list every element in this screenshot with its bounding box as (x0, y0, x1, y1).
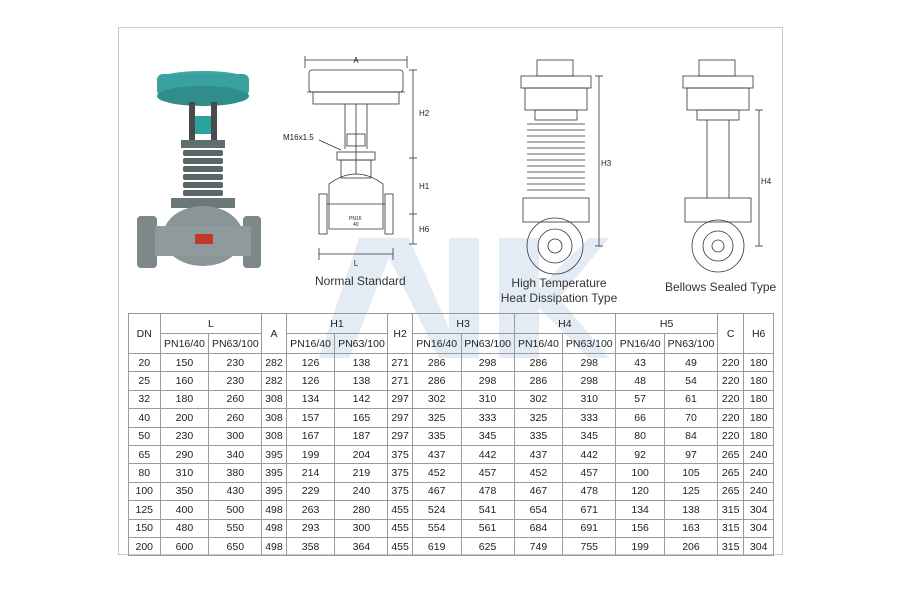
table-cell: 286 (412, 372, 461, 390)
col-h4-pn63: PN63/100 (563, 334, 616, 354)
table-cell: 625 (461, 537, 514, 555)
table-cell: 297 (388, 427, 412, 445)
col-h3: H3 (412, 314, 514, 334)
table-cell: 180 (744, 354, 774, 372)
table-cell: 430 (209, 482, 262, 500)
table-cell: 298 (563, 354, 616, 372)
table-cell: 240 (744, 464, 774, 482)
table-cell: 54 (665, 372, 718, 390)
table-cell: 263 (286, 501, 335, 519)
table-cell: 455 (388, 519, 412, 537)
table-cell: 165 (335, 409, 388, 427)
table-cell: 97 (665, 445, 718, 463)
table-cell: 240 (335, 482, 388, 500)
table-cell: 452 (514, 464, 563, 482)
table-cell: 500 (209, 501, 262, 519)
table-cell: 302 (514, 390, 563, 408)
table-cell: 298 (461, 372, 514, 390)
table-cell: 335 (514, 427, 563, 445)
table-cell: 199 (616, 537, 665, 555)
table-cell: 48 (616, 372, 665, 390)
col-h4: H4 (514, 314, 616, 334)
table-cell: 200 (129, 537, 161, 555)
table-cell: 304 (744, 501, 774, 519)
table-cell: 230 (209, 354, 262, 372)
table-cell: 671 (563, 501, 616, 519)
table-row (129, 409, 774, 427)
table-cell: 654 (514, 501, 563, 519)
table-cell: 437 (412, 445, 461, 463)
table-cell: 524 (412, 501, 461, 519)
thread-label: M16x1.5 (283, 133, 314, 142)
table-cell: 32 (129, 390, 161, 408)
table-cell: 80 (616, 427, 665, 445)
table-cell: 325 (412, 409, 461, 427)
table-cell: 297 (388, 409, 412, 427)
table-cell: 120 (616, 482, 665, 500)
table-cell: 600 (160, 537, 209, 555)
caption-bellows-sealed: Bellows Sealed Type (665, 280, 777, 294)
table-cell: 619 (412, 537, 461, 555)
table-cell: 300 (335, 519, 388, 537)
table-cell: 310 (160, 464, 209, 482)
table-cell: 298 (461, 354, 514, 372)
table-header-row (129, 314, 774, 334)
table-cell: 375 (388, 464, 412, 482)
table-cell: 541 (461, 501, 514, 519)
table-cell: 220 (717, 409, 743, 427)
table-cell: 134 (286, 390, 335, 408)
table-cell: 457 (563, 464, 616, 482)
table-cell: 308 (262, 427, 286, 445)
table-cell: 271 (388, 354, 412, 372)
table-cell: 442 (563, 445, 616, 463)
dim-h4-label: H4 (761, 177, 772, 186)
table-cell: 467 (514, 482, 563, 500)
bellows-sealed-drawing (667, 58, 777, 273)
table-cell: 561 (461, 519, 514, 537)
table-cell: 286 (514, 372, 563, 390)
table-subheader-row (129, 334, 774, 354)
table-cell: 219 (335, 464, 388, 482)
valve-photo (131, 58, 263, 273)
col-h5-pn16: PN16/40 (616, 334, 665, 354)
caption-high-temperature-line1: High Temperature (511, 276, 607, 290)
table-cell: 206 (665, 537, 718, 555)
table-cell: 286 (514, 354, 563, 372)
table-cell: 204 (335, 445, 388, 463)
table-cell: 125 (129, 501, 161, 519)
table-cell: 282 (262, 354, 286, 372)
table-cell: 240 (744, 445, 774, 463)
table-cell: 455 (388, 501, 412, 519)
table-cell: 66 (616, 409, 665, 427)
table-cell: 375 (388, 482, 412, 500)
table-cell: 150 (160, 354, 209, 372)
table-cell: 395 (262, 482, 286, 500)
table-cell: 297 (388, 390, 412, 408)
table-cell: 333 (461, 409, 514, 427)
dimension-table (128, 313, 774, 556)
table-cell: 755 (563, 537, 616, 555)
table-cell: 142 (335, 390, 388, 408)
table-cell: 230 (209, 372, 262, 390)
col-a: A (262, 314, 286, 354)
table-row (129, 519, 774, 537)
table-cell: 315 (717, 537, 743, 555)
table-cell: 70 (665, 409, 718, 427)
table-row (129, 537, 774, 555)
table-cell: 335 (412, 427, 461, 445)
table-cell: 167 (286, 427, 335, 445)
table-cell: 467 (412, 482, 461, 500)
size-marking: 40 (353, 222, 359, 228)
table-row (129, 390, 774, 408)
table-cell: 350 (160, 482, 209, 500)
table-cell: 57 (616, 390, 665, 408)
col-h1-pn16: PN16/40 (286, 334, 335, 354)
table-cell: 125 (665, 482, 718, 500)
table-row (129, 427, 774, 445)
table-cell: 310 (563, 390, 616, 408)
table-cell: 265 (717, 464, 743, 482)
col-l-pn63: PN63/100 (209, 334, 262, 354)
table-cell: 400 (160, 501, 209, 519)
normal-standard-drawing (279, 54, 429, 269)
table-cell: 180 (744, 390, 774, 408)
table-cell: 480 (160, 519, 209, 537)
table-cell: 200 (160, 409, 209, 427)
table-cell: 437 (514, 445, 563, 463)
table-cell: 380 (209, 464, 262, 482)
col-h1-pn63: PN63/100 (335, 334, 388, 354)
table-cell: 105 (665, 464, 718, 482)
table-row (129, 464, 774, 482)
table-cell: 650 (209, 537, 262, 555)
col-l-pn16: PN16/40 (160, 334, 209, 354)
caption-high-temperature-line2: Heat Dissipation Type (500, 291, 618, 305)
table-row (129, 372, 774, 390)
table-cell: 187 (335, 427, 388, 445)
table-cell: 271 (388, 372, 412, 390)
table-cell: 134 (616, 501, 665, 519)
table-cell: 358 (286, 537, 335, 555)
table-cell: 163 (665, 519, 718, 537)
table-cell: 80 (129, 464, 161, 482)
dim-h6-label: H6 (419, 225, 429, 234)
table-cell: 126 (286, 372, 335, 390)
table-cell: 260 (209, 409, 262, 427)
table-cell: 498 (262, 537, 286, 555)
table-cell: 61 (665, 390, 718, 408)
dim-h1-label: H1 (419, 182, 429, 191)
col-h6: H6 (744, 314, 774, 354)
table-cell: 138 (335, 354, 388, 372)
table-cell: 49 (665, 354, 718, 372)
table-cell: 315 (717, 501, 743, 519)
table-cell: 310 (461, 390, 514, 408)
caption-high-temperature (499, 276, 619, 306)
table-cell: 280 (335, 501, 388, 519)
dim-h2-label: H2 (419, 109, 429, 118)
caption-normal-standard: Normal Standard (315, 274, 406, 288)
table-cell: 395 (262, 445, 286, 463)
table-cell: 229 (286, 482, 335, 500)
table-cell: 180 (744, 409, 774, 427)
table-row (129, 445, 774, 463)
table-cell: 478 (563, 482, 616, 500)
table-cell: 498 (262, 501, 286, 519)
table-cell: 550 (209, 519, 262, 537)
table-cell: 302 (412, 390, 461, 408)
table-cell: 20 (129, 354, 161, 372)
table-cell: 308 (262, 390, 286, 408)
table-cell: 138 (335, 372, 388, 390)
table-cell: 65 (129, 445, 161, 463)
table-cell: 554 (412, 519, 461, 537)
col-h2: H2 (388, 314, 412, 354)
table-cell: 214 (286, 464, 335, 482)
col-c: C (717, 314, 743, 354)
table-cell: 498 (262, 519, 286, 537)
table-cell: 293 (286, 519, 335, 537)
table-cell: 160 (160, 372, 209, 390)
table-cell: 290 (160, 445, 209, 463)
col-l: L (160, 314, 262, 334)
col-h3-pn16: PN16/40 (412, 334, 461, 354)
table-cell: 300 (209, 427, 262, 445)
high-temperature-drawing (501, 58, 611, 278)
table-cell: 126 (286, 354, 335, 372)
table-cell: 333 (563, 409, 616, 427)
table-cell: 375 (388, 445, 412, 463)
table-body (129, 354, 774, 556)
table-cell: 315 (717, 519, 743, 537)
dim-h3-label: H3 (601, 159, 611, 168)
table-cell: 84 (665, 427, 718, 445)
table-cell: 180 (160, 390, 209, 408)
table-cell: 150 (129, 519, 161, 537)
pn-marking: PN16 (349, 216, 362, 222)
table-cell: 199 (286, 445, 335, 463)
table-cell: 304 (744, 537, 774, 555)
table-cell: 286 (412, 354, 461, 372)
table-row (129, 354, 774, 372)
table-cell: 478 (461, 482, 514, 500)
col-h5-pn63: PN63/100 (665, 334, 718, 354)
col-h4-pn16: PN16/40 (514, 334, 563, 354)
table-cell: 180 (744, 427, 774, 445)
table-cell: 180 (744, 372, 774, 390)
table-cell: 364 (335, 537, 388, 555)
table-cell: 442 (461, 445, 514, 463)
table-cell: 452 (412, 464, 461, 482)
col-dn: DN (129, 314, 161, 354)
col-h3-pn63: PN63/100 (461, 334, 514, 354)
table-cell: 220 (717, 354, 743, 372)
table-cell: 220 (717, 390, 743, 408)
table-cell: 457 (461, 464, 514, 482)
table-cell: 240 (744, 482, 774, 500)
spec-sheet (118, 27, 783, 555)
table-row (129, 501, 774, 519)
table-cell: 100 (129, 482, 161, 500)
table-cell: 138 (665, 501, 718, 519)
table-cell: 50 (129, 427, 161, 445)
table-cell: 340 (209, 445, 262, 463)
table-cell: 684 (514, 519, 563, 537)
table-cell: 157 (286, 409, 335, 427)
table-cell: 691 (563, 519, 616, 537)
table-cell: 325 (514, 409, 563, 427)
table-cell: 92 (616, 445, 665, 463)
table-cell: 220 (717, 372, 743, 390)
table-cell: 220 (717, 427, 743, 445)
table-cell: 455 (388, 537, 412, 555)
table-cell: 265 (717, 445, 743, 463)
table-row (129, 482, 774, 500)
table-cell: 25 (129, 372, 161, 390)
table-cell: 395 (262, 464, 286, 482)
table-cell: 40 (129, 409, 161, 427)
table-cell: 304 (744, 519, 774, 537)
table-cell: 230 (160, 427, 209, 445)
col-h5: H5 (616, 314, 718, 334)
col-h1: H1 (286, 314, 388, 334)
table-cell: 260 (209, 390, 262, 408)
table-cell: 345 (461, 427, 514, 445)
table-cell: 100 (616, 464, 665, 482)
table-cell: 749 (514, 537, 563, 555)
table-cell: 156 (616, 519, 665, 537)
table-cell: 345 (563, 427, 616, 445)
table-cell: 282 (262, 372, 286, 390)
table-cell: 298 (563, 372, 616, 390)
dim-a-label: A (353, 56, 359, 65)
table-cell: 265 (717, 482, 743, 500)
table-cell: 43 (616, 354, 665, 372)
table-cell: 308 (262, 409, 286, 427)
dim-l-label: L (353, 259, 359, 268)
